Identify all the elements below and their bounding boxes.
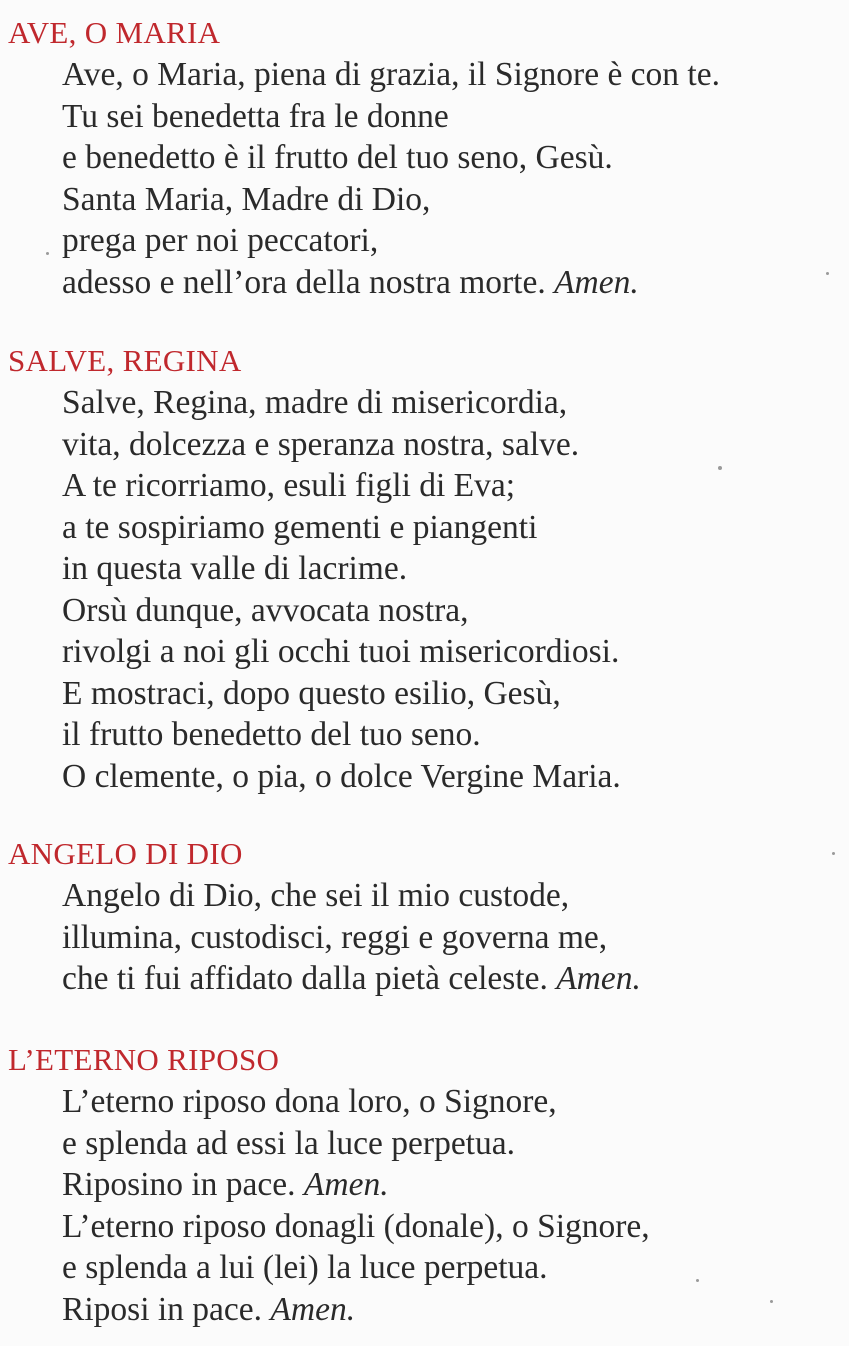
prayer-line xyxy=(62,958,641,1000)
prayer-line-text: Orsù dunque, avvocata nostra, xyxy=(62,591,469,629)
prayer-line xyxy=(62,424,621,466)
prayer-line xyxy=(62,137,720,179)
prayer-line-text: L’eterno riposo dona loro, o Signore, xyxy=(62,1083,557,1120)
prayer-line-text: Riposino in pace. xyxy=(62,1166,304,1203)
scan-speck xyxy=(770,1300,773,1303)
prayer-line xyxy=(62,1164,650,1206)
prayer-line-text: Santa Maria, Madre di Dio, xyxy=(62,180,431,218)
prayer-line xyxy=(62,673,621,715)
prayer-line-text: il frutto benedetto del tuo seno. xyxy=(62,716,481,753)
prayer-line xyxy=(62,631,621,673)
prayer-line-text: in questa valle di lacrime. xyxy=(62,550,408,587)
prayer-line-text: rivolgi a noi gli occhi tuoi misericordiosi. xyxy=(62,633,620,670)
prayer-line-text: a te sospiriamo gementi e piangenti xyxy=(62,508,538,546)
prayer-line-text: Ave, o Maria, piena di grazia, il Signore è con te. xyxy=(62,56,720,93)
prayer-line xyxy=(62,179,720,221)
prayer-line xyxy=(62,96,720,138)
prayer-line-text: e benedetto è il frutto del tuo seno, Gesù. xyxy=(62,139,613,176)
prayer-line-text: A te ricorriamo, esuli figli di Eva; xyxy=(62,467,516,504)
prayer-line xyxy=(62,756,621,798)
prayer-line xyxy=(62,262,720,304)
prayer-line-text: L’eterno riposo donagli (donale), o Signore, xyxy=(62,1207,650,1245)
prayer-line xyxy=(62,1247,650,1289)
prayer-line xyxy=(62,1123,650,1165)
amen-word: Amen. xyxy=(554,263,639,301)
prayer-title: AVE, O MARIA xyxy=(8,15,221,50)
amen-word: Amen. xyxy=(556,960,641,997)
prayer-line-text: e splenda a lui (lei) la luce perpetua. xyxy=(62,1249,548,1286)
prayer-text xyxy=(62,1081,650,1330)
prayer-line xyxy=(62,54,720,96)
prayer-line xyxy=(62,465,621,507)
prayer-line xyxy=(62,1081,650,1123)
amen-word: Amen. xyxy=(303,1166,389,1203)
scan-speck xyxy=(826,272,829,275)
prayer-line-text: Tu sei benedetta fra le donne xyxy=(62,97,449,135)
prayer-line xyxy=(62,1289,650,1331)
scan-speck xyxy=(718,466,722,470)
prayer-title: SALVE, REGINA xyxy=(8,343,242,378)
scan-speck xyxy=(696,1279,699,1282)
prayer-line xyxy=(62,875,641,917)
prayer-line-text: adesso e nell’ora della nostra morte. xyxy=(62,263,555,301)
scan-speck xyxy=(832,852,835,855)
prayer-line xyxy=(62,1206,650,1248)
prayer-line-text: vita, dolcezza e speranza nostra, salve. xyxy=(62,425,580,463)
prayer-title: L’ETERNO RIPOSO xyxy=(8,1042,280,1077)
prayer-line-text: Riposi in pace. xyxy=(62,1290,271,1328)
prayer-line-text: che ti fui affidato dalla pietà celeste. xyxy=(62,960,557,997)
prayer-title: ANGELO DI DIO xyxy=(8,836,243,871)
prayer-text xyxy=(62,875,641,1000)
prayer-line-text: Angelo di Dio, che sei il mio custode, xyxy=(62,877,570,914)
prayer-line xyxy=(62,590,621,632)
prayer-line-text: Salve, Regina, madre di misericordia, xyxy=(62,384,568,421)
prayer-line-text: illumina, custodisci, reggi e governa me, xyxy=(62,918,608,956)
prayer-line xyxy=(62,220,720,262)
prayer-line xyxy=(62,507,621,549)
prayer-line-text: O clemente, o pia, o dolce Vergine Maria. xyxy=(62,757,621,795)
prayer-text xyxy=(62,382,621,797)
prayer-line-text: e splenda ad essi la luce perpetua. xyxy=(62,1124,515,1162)
prayer-line xyxy=(62,382,621,424)
prayer-line-text: prega per noi peccatori, xyxy=(62,222,379,259)
prayer-line xyxy=(62,714,621,756)
prayer-line-text: E mostraci, dopo questo esilio, Gesù, xyxy=(62,674,561,712)
prayer-line xyxy=(62,548,621,590)
prayer-line xyxy=(62,917,641,959)
amen-word: Amen. xyxy=(270,1290,356,1328)
scan-speck xyxy=(46,252,49,255)
prayer-text xyxy=(62,54,720,303)
